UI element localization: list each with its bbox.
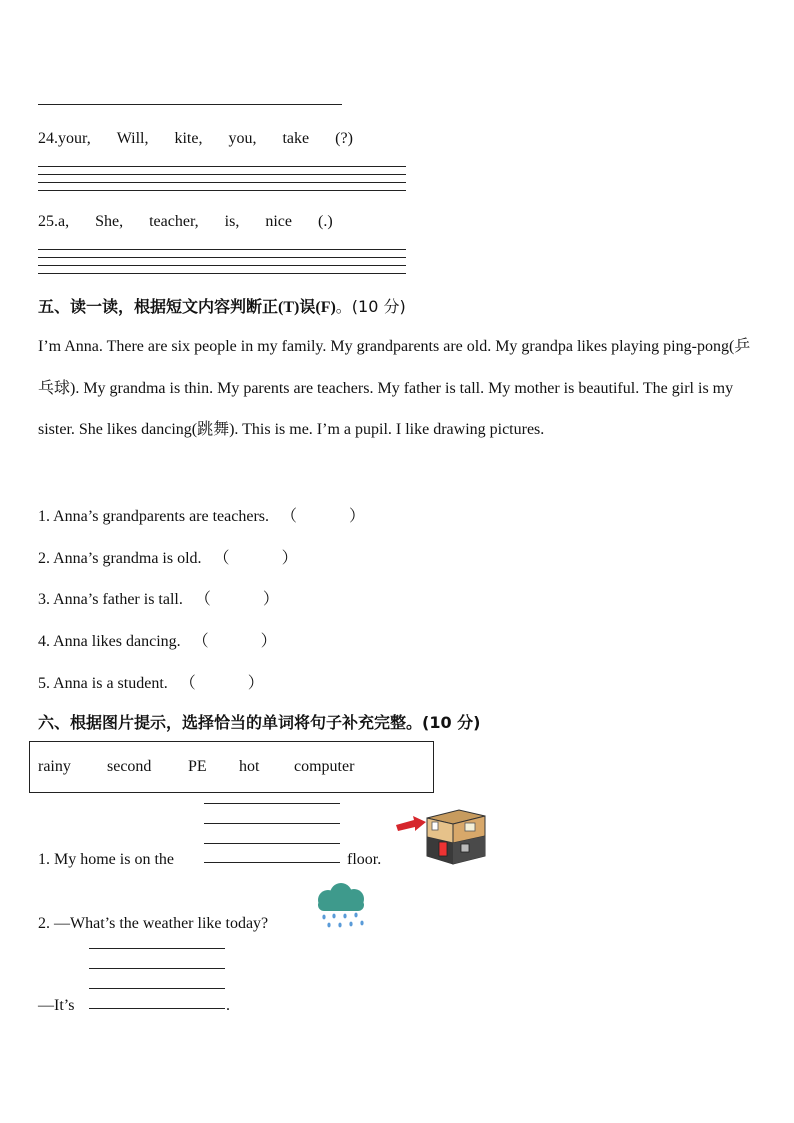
writing-line[interactable]: [89, 988, 225, 989]
house-icon: [425, 806, 487, 866]
scramble-word: She,: [95, 213, 124, 230]
section-6-heading: 六、根据图片提示，选择恰当的单词将句子补充完整。(10 分): [38, 713, 481, 732]
answer-line-prev: [38, 104, 342, 105]
answer-bracket-close: ）: [260, 631, 277, 650]
red-arrow-icon: [396, 816, 426, 832]
writing-line[interactable]: [204, 823, 340, 824]
tf-item-5: 5. Anna is a student. （ ）: [38, 673, 264, 692]
scramble-word: you,: [228, 130, 257, 147]
scramble-word: is,: [224, 213, 240, 230]
answer-blank-line[interactable]: [204, 862, 340, 863]
question-number: 25.: [38, 213, 58, 230]
writing-line[interactable]: [38, 174, 406, 175]
answer-blank-line[interactable]: [89, 1008, 225, 1009]
fill-question-1-suffix: floor.: [347, 851, 382, 868]
word-bank-item: hot: [239, 758, 260, 775]
writing-line[interactable]: [204, 803, 340, 804]
reading-passage: I’m Anna. There are six people in my family. My grandparents are old. My grandpa likes playing ping-pong(乒乓球). My grandma is thin. My parents are teachers. My father is tall. My mother is beautiful. The girl is my sister. She likes dancing(跳舞). This is me. I’m a pupil. I like drawing pictures.: [38, 338, 751, 438]
answer-bracket-open: （: [192, 631, 209, 650]
question-25: [38, 213, 359, 231]
scramble-word: (?): [335, 130, 353, 147]
answer-bracket-close: ）: [247, 673, 264, 692]
writing-line[interactable]: [38, 273, 406, 274]
writing-line[interactable]: [204, 843, 340, 844]
word-bank-item: rainy: [38, 758, 71, 775]
writing-line[interactable]: [38, 182, 406, 183]
section-5-heading: 五、读一读，根据短文内容判断正(T)误(F)。(10 分): [38, 297, 406, 316]
writing-line[interactable]: [38, 190, 406, 191]
tf-item-3: 3. Anna’s father is tall. （ ）: [38, 589, 279, 608]
word-bank-item: PE: [188, 758, 207, 775]
fill-question-1: 1. My home is on the: [38, 851, 174, 868]
fill-question-2: 2. —What’s the weather like today?: [38, 915, 269, 932]
answer-bracket-open: （: [213, 548, 230, 567]
scramble-word: (.): [317, 213, 333, 230]
answer-bracket-open: （: [179, 673, 196, 692]
tf-item-4: 4. Anna likes dancing. （ ）: [38, 631, 277, 650]
writing-line[interactable]: [89, 948, 225, 949]
scramble-word: your,: [58, 130, 91, 147]
scramble-word: Will,: [116, 130, 149, 147]
answer-bracket-open: （: [281, 506, 298, 525]
answer-bracket-close: ）: [281, 548, 298, 567]
rain-cloud-icon: [314, 882, 368, 930]
word-bank-item: computer: [294, 758, 355, 775]
writing-line[interactable]: [38, 249, 406, 250]
question-24: [38, 130, 379, 148]
writing-line[interactable]: [38, 166, 406, 167]
scramble-word: kite,: [174, 130, 203, 147]
scramble-word: teacher,: [149, 213, 199, 230]
scramble-word: take: [282, 130, 310, 147]
writing-line[interactable]: [38, 265, 406, 266]
fill-answer-2-period: .: [226, 997, 230, 1014]
tf-item-2: 2. Anna’s grandma is old. （ ）: [38, 548, 298, 567]
writing-line[interactable]: [38, 257, 406, 258]
fill-answer-2: —It’s: [38, 997, 75, 1014]
answer-bracket-close: ）: [262, 589, 279, 608]
scramble-word: nice: [265, 213, 292, 230]
answer-bracket-open: （: [194, 589, 211, 608]
word-bank-item: second: [107, 758, 152, 775]
answer-bracket-close: ）: [349, 506, 366, 525]
scramble-word: a,: [58, 213, 70, 230]
tf-item-1: 1. Anna’s grandparents are teachers. （ ）: [38, 506, 366, 525]
word-bank: [29, 741, 434, 793]
question-number: 24.: [38, 130, 58, 147]
writing-line[interactable]: [89, 968, 225, 969]
